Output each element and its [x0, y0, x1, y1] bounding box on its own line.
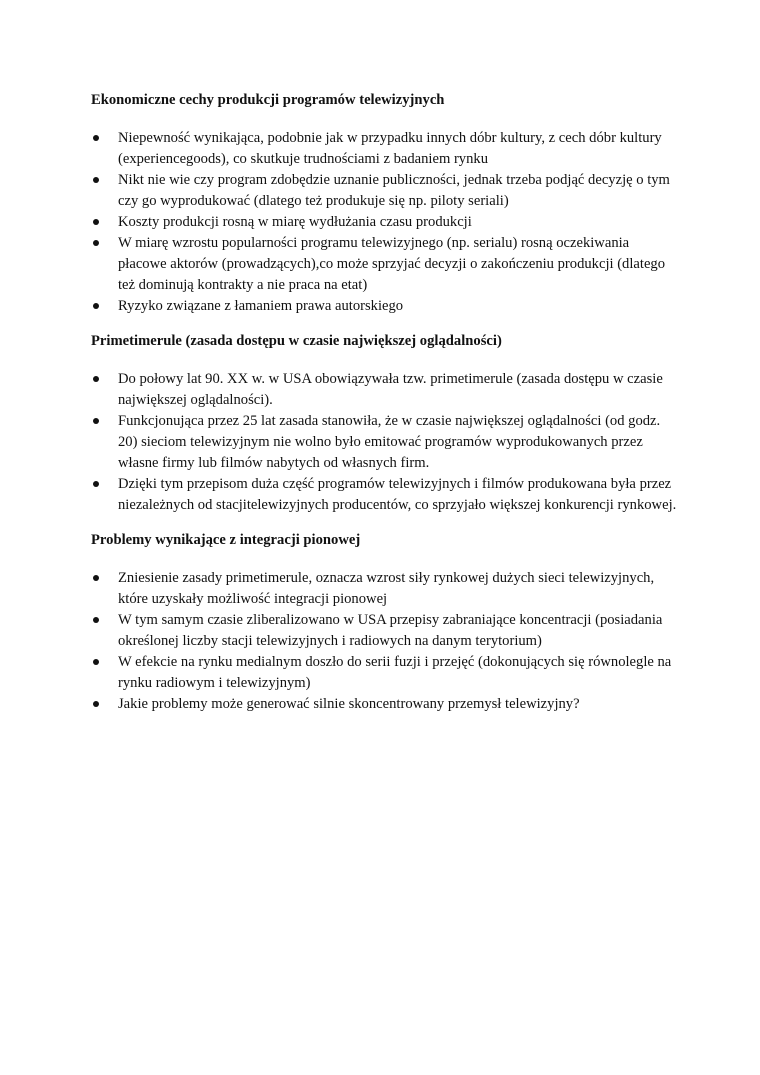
bullet-list: [91, 568, 681, 715]
bullet-icon: [93, 617, 99, 623]
list-item: [91, 170, 681, 212]
bullet-list: [91, 369, 681, 516]
list-item: [91, 411, 681, 474]
list-item-text: Jakie problemy może generować silnie skoncentrowany przemysł telewizyjny?: [118, 696, 580, 712]
list-item: [91, 568, 681, 610]
section-vertical-integration: [91, 530, 681, 715]
list-item-text: Funkcjonująca przez 25 lat zasada stanowiła, że w czasie największej oglądalności (od godz. 20) sieciom telewizyjnym nie wolno było emitować programów wyprodukowanych przez własne firmy lub filmów nabytych od własnych firm.: [118, 413, 661, 471]
section-title: Primetimerule (zasada dostępu w czasie największej oglądalności): [91, 333, 502, 349]
list-item-text: Koszty produkcji rosną w miarę wydłużania czasu produkcji: [118, 214, 472, 230]
section-primetime-rule: [91, 331, 681, 516]
bullet-icon: [93, 575, 99, 581]
bullet-icon: [93, 240, 99, 246]
bullet-icon: [93, 219, 99, 225]
list-item-text: W efekcie na rynku medialnym doszło do serii fuzji i przejęć (dokonujących się równolegle na rynku radiowym i telewizyjnym): [118, 654, 672, 691]
list-item-text: W tym samym czasie zliberalizowano w USA przepisy zabraniające koncentracji (posiadania określonej liczby stacji telewizyjnych i radiowych na danym terytorium): [118, 612, 663, 649]
list-item-text: Do połowy lat 90. XX w. w USA obowiązywała tzw. primetimerule (zasada dostępu w czasie największej oglądalności).: [118, 371, 663, 408]
list-item: [91, 474, 681, 516]
bullet-icon: [93, 303, 99, 309]
bullet-icon: [93, 701, 99, 707]
section-economic-features: [91, 90, 681, 317]
list-item-text: Nikt nie wie czy program zdobędzie uznanie publiczności, jednak trzeba podjąć decyzję o tym czy go wyprodukować (dlatego też produkuje się np. piloty seriali): [118, 172, 670, 209]
list-item-text: Dzięki tym przepisom duża część programów telewizyjnych i filmów produkowana była przez niezależnych od stacjitelewizyjnych producentów, co sprzyjało większej konkurencji rynkowej.: [118, 476, 677, 513]
bullet-list: [91, 128, 681, 317]
list-item-text: W miarę wzrostu popularności programu telewizyjnego (np. serialu) rosną oczekiwania płacowe aktorów (prowadzących),co może sprzyjać decyzji o zakończeniu produkcji (dlatego też dominują kontrakty a nie praca na etat): [118, 235, 666, 293]
list-item: [91, 369, 681, 411]
bullet-icon: [93, 135, 99, 141]
list-item-text: Niepewność wynikająca, podobnie jak w przypadku innych dóbr kultury, z cech dóbr kultury (experiencegoods), co skutkuje trudnościami z badaniem rynku: [118, 130, 662, 167]
list-item: [91, 212, 681, 233]
list-item-text: Ryzyko związane z łamaniem prawa autorskiego: [118, 298, 404, 314]
bullet-icon: [93, 659, 99, 665]
list-item: [91, 233, 681, 296]
bullet-icon: [93, 481, 99, 487]
section-title: Ekonomiczne cechy produkcji programów telewizyjnych: [91, 92, 445, 108]
list-item-text: Zniesienie zasady primetimerule, oznacza wzrost siły rynkowej dużych sieci telewizyjnych, które uzyskały możliwość integracji pionowej: [118, 570, 655, 607]
list-item: [91, 128, 681, 170]
document-content: [91, 90, 681, 715]
list-item: [91, 610, 681, 652]
list-item: [91, 652, 681, 694]
bullet-icon: [93, 418, 99, 424]
section-title: Problemy wynikające z integracji pionowej: [91, 532, 361, 548]
list-item: [91, 296, 681, 317]
bullet-icon: [93, 376, 99, 382]
list-item: [91, 694, 681, 715]
bullet-icon: [93, 177, 99, 183]
